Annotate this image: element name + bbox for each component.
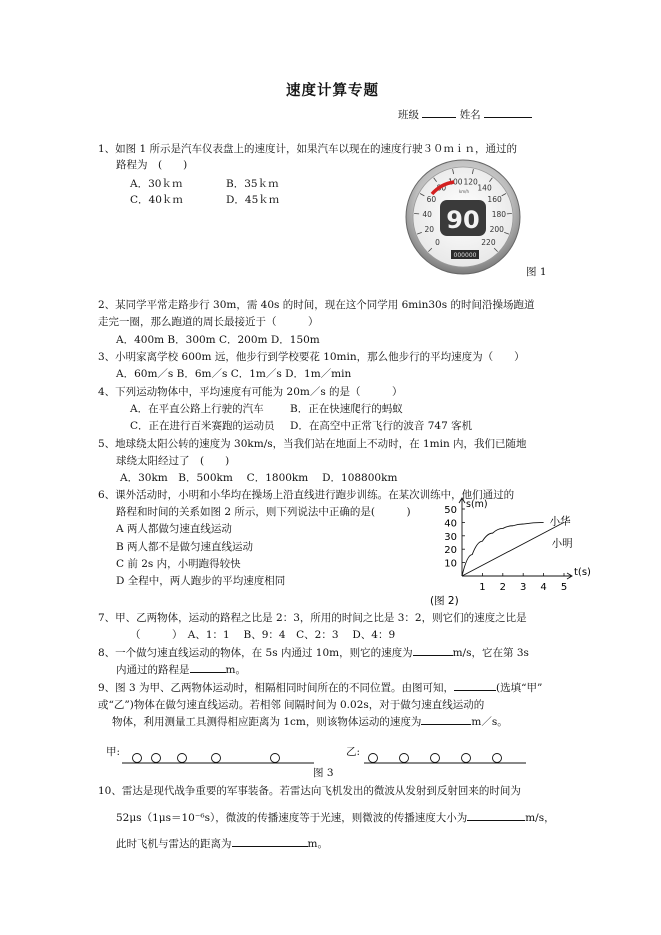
- q8-line2-text: 内通过的路程是: [116, 664, 190, 676]
- q9-line2: 或“乙”)物体在做匀速直线运动。若相邻 间隔时间为 0.02s，对于做匀速直线运动的: [98, 699, 485, 711]
- gauge-tick-label: 180: [491, 209, 507, 219]
- q9-line3: [112, 715, 508, 729]
- q8-line1-tail: m/s，它在第 3s: [452, 647, 529, 659]
- q10-line2-tail: m/s，: [525, 812, 555, 824]
- name-blank[interactable]: [484, 117, 532, 118]
- q4-option-a: A．在平直公路上行驶的汽车: [130, 403, 264, 415]
- gauge-tick-label: 20: [424, 225, 435, 235]
- q8-line1: [98, 646, 529, 660]
- q4-option-c: C．正在进行百米赛跑的运动员: [130, 420, 275, 432]
- q6-option-a: A 两人都做匀速直线运动: [116, 523, 232, 535]
- q2-line2: 走完一圈，那么跑道的周长最接近于（ ）: [98, 316, 319, 328]
- q10-speed-blank[interactable]: [467, 820, 525, 821]
- gauge-tick-label: 220: [481, 237, 496, 247]
- q10-distance-blank[interactable]: [232, 846, 308, 847]
- q9-line3-tail: m／s。: [471, 716, 508, 728]
- q9-speed-blank[interactable]: [421, 724, 471, 725]
- q9-choice-blank[interactable]: [454, 690, 496, 691]
- q1-option-b: B．35ｋｍ: [226, 178, 279, 190]
- x-tick-label: 2: [499, 582, 506, 593]
- q8-line2: [116, 663, 246, 677]
- q7-line1: 7、甲、乙两物体，运动的路程之比是 2：3，所用的时间之比是 3：2，则它们的速度之比是: [98, 612, 527, 624]
- q8-distance-blank[interactable]: [190, 672, 226, 673]
- q5-options: A．30km B．500km C．1800km D．108800km: [120, 472, 398, 484]
- q10-line3-tail: m。: [307, 838, 328, 850]
- y-tick-label: 40: [444, 518, 457, 530]
- gauge-reading: 90: [446, 206, 480, 234]
- gauge-unit: km/h: [458, 189, 470, 194]
- q7-line2: （ ） A、1：1 B、9：4 C、2：3 D、4：9: [130, 629, 396, 641]
- odometer-value: 000000: [453, 252, 477, 259]
- yi-ball: [431, 754, 440, 763]
- yi-ball: [493, 754, 502, 763]
- jia-ball: [178, 754, 187, 763]
- page-title: 速度计算专题: [286, 82, 379, 99]
- q2-line1: 2、某同学平常走路步行 30m，需 40s 的时间，现在这个同学用 6min30s 的时间沿操场跑道: [98, 299, 535, 311]
- q9-line1-text: 9、图 3 为甲、乙两物体运动时，相隔相同时间所在的不同位置。由图可知，: [98, 682, 455, 694]
- gauge-tick-label: 60: [426, 195, 437, 205]
- class-label: 班级: [398, 109, 419, 121]
- x-tick-label: 3: [520, 582, 527, 593]
- q6-line1: 6、课外活动时，小明和小华均在操场上沿直线进行跑步训练。在某次训练中，他们通过的: [98, 489, 515, 501]
- jia-ball: [133, 754, 142, 763]
- class-blank[interactable]: [422, 117, 456, 118]
- q5-line2: 球绕太阳经过了 ( ): [116, 455, 230, 467]
- q9-line3-text: 物体，利用测量工具测得相应距离为 1cm，则该物体运动的速度为: [112, 716, 422, 728]
- figure3-label: 图 3: [313, 767, 334, 779]
- x-axis-label: t(s): [574, 567, 591, 578]
- q6-option-b: B 两人都不是做匀速直线运动: [116, 541, 254, 553]
- yi-ball: [400, 754, 409, 763]
- figure2-chart: [428, 496, 591, 608]
- q1-option-d: D．45ｋｍ: [226, 194, 280, 206]
- gauge-tick-label: 140: [477, 183, 492, 193]
- jia-ball: [152, 754, 161, 763]
- gauge-tick-label: 160: [487, 195, 502, 205]
- gauge-tick-label: 80: [436, 183, 447, 193]
- y-tick-label: 50: [444, 505, 457, 516]
- name-label: 姓名: [459, 109, 481, 121]
- q3-line1: 3、小明家离学校 600m 远，他步行到学校要花 10min，那么他步行的平均速度为（ ）: [98, 351, 525, 363]
- yi-ball: [462, 754, 471, 763]
- chart-title: (图 2): [430, 595, 459, 607]
- q4-option-b: B．正在快速爬行的蚂蚁: [290, 403, 403, 415]
- yi-ball: [369, 754, 378, 763]
- q6-option-c: C 前 2s 内，小明跑得较快: [116, 558, 241, 570]
- figure3-jia-label: 甲:: [106, 746, 121, 758]
- gauge-tick-label: 120: [463, 177, 478, 187]
- y-tick-label: 10: [444, 558, 457, 570]
- q1-option-a: A．30ｋｍ: [130, 178, 183, 190]
- q6-line2: 路程和时间的关系如图 2 所示，则下列说法中正确的是( ): [116, 506, 411, 518]
- figure1-label: 图 1: [526, 266, 547, 278]
- figure3-yi-label: 乙:: [346, 746, 361, 758]
- q10-line3-text: 此时飞机与雷达的距离为: [116, 838, 232, 850]
- q3-options: A．60m／s B．6m／s C．1m／s D．1m／min: [116, 368, 352, 380]
- q9-line1: [98, 681, 542, 695]
- gauge-tick-label: 200: [489, 225, 504, 235]
- x-tick-label: 4: [540, 582, 547, 593]
- q8-speed-blank[interactable]: [413, 655, 453, 656]
- q10-line1: 10、雷达是现代战争重要的军事装备。若雷达向飞机发出的微波从发射到反射回来的时间为: [98, 785, 521, 797]
- y-axis-label: s(m): [466, 499, 488, 510]
- y-tick-label: 30: [444, 531, 457, 543]
- q8-line1-text: 8、一个做匀速直线运动的物体，在 5s 内通过 10m，则它的速度为: [98, 647, 413, 659]
- q4-line1: 4、下列运动物体中，平均速度有可能为 20m／s 的是（ ）: [98, 386, 403, 398]
- q5-line1: 5、地球绕太阳公转的速度为 30km/s，当我们站在地面上不动时，在 1min 内，我们已随地: [98, 438, 527, 450]
- y-tick-label: 20: [444, 545, 457, 557]
- gauge-tick-label: 40: [422, 209, 432, 219]
- q4-option-d: D．在高空中正常飞行的波音 747 客机: [290, 420, 473, 432]
- series-label-xiaohua: 小华: [549, 515, 571, 528]
- x-tick-label: 5: [560, 582, 568, 593]
- jia-ball: [212, 754, 221, 763]
- jia-ball: [271, 754, 280, 763]
- series-line-xiaoming: [462, 522, 564, 576]
- q10-line2-text: 52μs（1μs＝10⁻⁶s），微波的传播速度等于光速，则微波的传播速度大小为: [116, 812, 468, 824]
- q2-options: A．400m B．300m C．200m D．150m: [116, 334, 320, 346]
- class-name-fields: [398, 107, 532, 122]
- gauge-tick-label: 0: [435, 237, 440, 247]
- series-line-xiaohua: [462, 522, 544, 576]
- q1-line1: 1、如图 1 所示是汽车仪表盘上的速度计，如果汽车以现在的速度行驶３０ｍｉｎ，通过的: [98, 143, 518, 155]
- speedometer-figure: [404, 158, 522, 276]
- q1-line2: 路程为 ( ): [116, 159, 188, 171]
- q10-line2: [116, 811, 555, 825]
- series-label-xiaoming: 小明: [551, 537, 573, 550]
- q6-option-d: D 全程中，两人跑步的平均速度相同: [116, 575, 286, 587]
- x-tick-label: 1: [479, 582, 486, 593]
- q1-option-c: C．40ｋｍ: [130, 194, 183, 206]
- q9-line1-tail: (选填“甲”: [496, 682, 543, 694]
- q10-line3: [116, 837, 328, 851]
- gauge-tick-label: 100: [448, 177, 463, 187]
- q8-line2-tail: m。: [225, 664, 246, 676]
